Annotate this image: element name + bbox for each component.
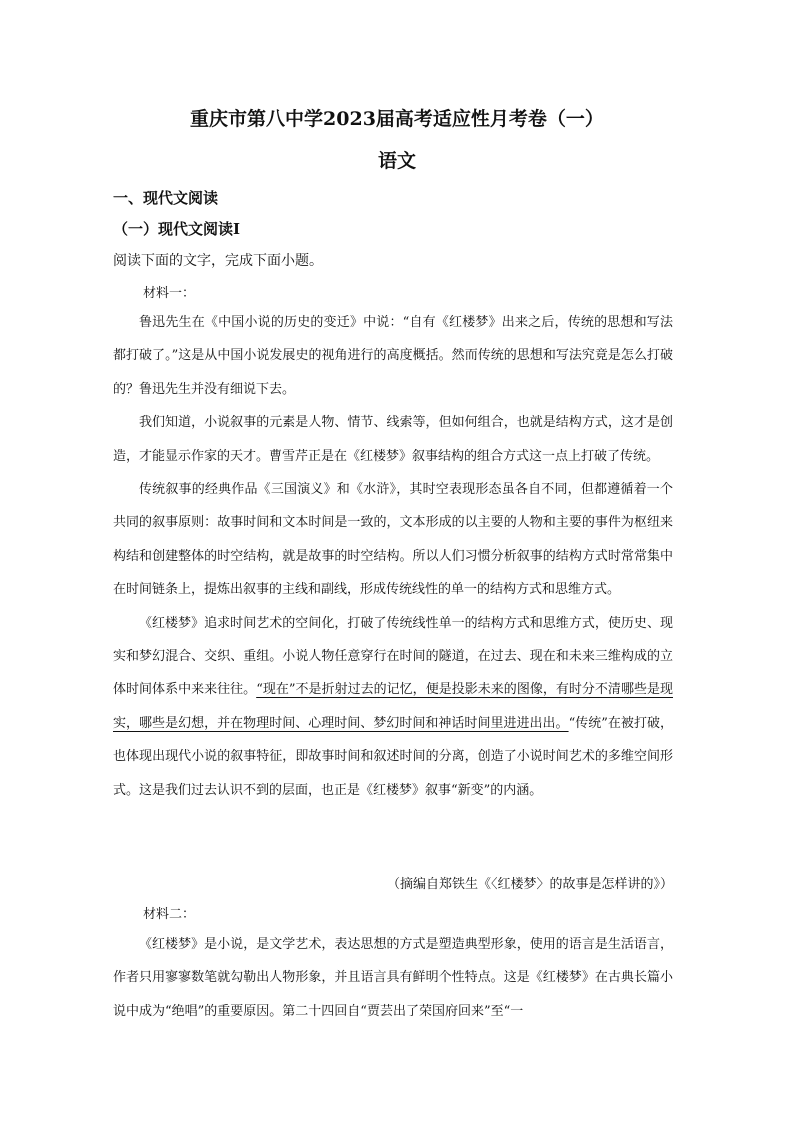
material2-paragraph-1: 《红楼梦》是小说，是文学艺术，表达思想的方式是塑造典型形象，使用的语言是生活语言，作者只用寥寥数笔就勾勒出人物形象，并且语言具有鲜明个性特点。这是《红楼梦》在古典长篇小说中成为“绝唱”的重要原因。第二十四回自“贾芸出了荣国府回来”至“一: [113, 937, 673, 1019]
material1-paragraph-1: 鲁迅先生在《中国小说的历史的变迁》中说：“自有《红楼梦》出来之后，传统的思想和写法都打破了。”这是从中国小说发展史的视角进行的高度概括。然而传统的思想和写法究竟是怎么打破的？鲁迅先生并没有细说下去。: [113, 315, 673, 397]
instruction-text: 阅读下面的文字，完成下面小题。: [113, 253, 323, 269]
material1-label: 材料一：: [143, 286, 196, 301]
subsection-heading: （一）现代文阅读Ⅰ: [113, 220, 241, 238]
subject-title: 语文: [377, 150, 416, 172]
underlined-passage: “现在”不是折射过去的记忆，便是投影未来的图像，有时分不清哪些是现实，哪些是幻想，并在物理时间、心理时间、梦幻时间和神话时间里进进出出。: [113, 682, 673, 731]
exam-title: 重庆市第八中学2023届高考适应性月考卷（一）: [190, 108, 604, 130]
paragraph-4-text-a: 《红楼梦》追求时间艺术的空间化，打破了传统线性单一的结构方式和思维方式，使历史、现实和梦幻混合、交织、重组。小说人物任意穿行在时间的隧道，在过去、现在和未来三维构成的立体时间体系中来来往往。: [113, 615, 673, 698]
paragraph-4-text-b: “传统”在被打破，也体现出现代小说的叙事特征，即故事时间和叙述时间的分离，创造了小说时间艺术的多维空间形式。这是我们过去认识不到的层面，也正是《红楼梦》叙事“新变”的内涵。: [113, 715, 673, 798]
material1-body: [113, 306, 673, 807]
source-citation: （摘编自郑铁生《〈红楼梦〉的故事是怎样讲的》）: [386, 877, 673, 892]
material1-paragraph-2: 我们知道，小说叙事的元素是人物、情节、线索等，但如何组合，也就是结构方式，这才是创造，才能显示作家的天才。曹雪芹正是在《红楼梦》叙事结构的组合方式这一点上打破了传统。: [113, 415, 673, 464]
section-heading: 一、现代文阅读: [113, 189, 219, 207]
material1-paragraph-4: [113, 607, 673, 807]
material1-paragraph-3: 传统叙事的经典作品《三国演义》和《水浒》，其时空表现形态虽各自不同，但都遵循着一个共同的叙事原则：故事时间和文本时间是一致的，文本形成的以主要的人物和主要的事件为枢纽来构结和创建整体的时空结构，就是故事的时空结构。所以人们习惯分析叙事的结构方式时常常集中在时间链条上，提炼出叙事的主线和副线，形成传统线性的单一的结构方式和思维方式。: [113, 482, 673, 598]
material2-body: [113, 928, 673, 1028]
material2-label: 材料二：: [143, 907, 196, 922]
